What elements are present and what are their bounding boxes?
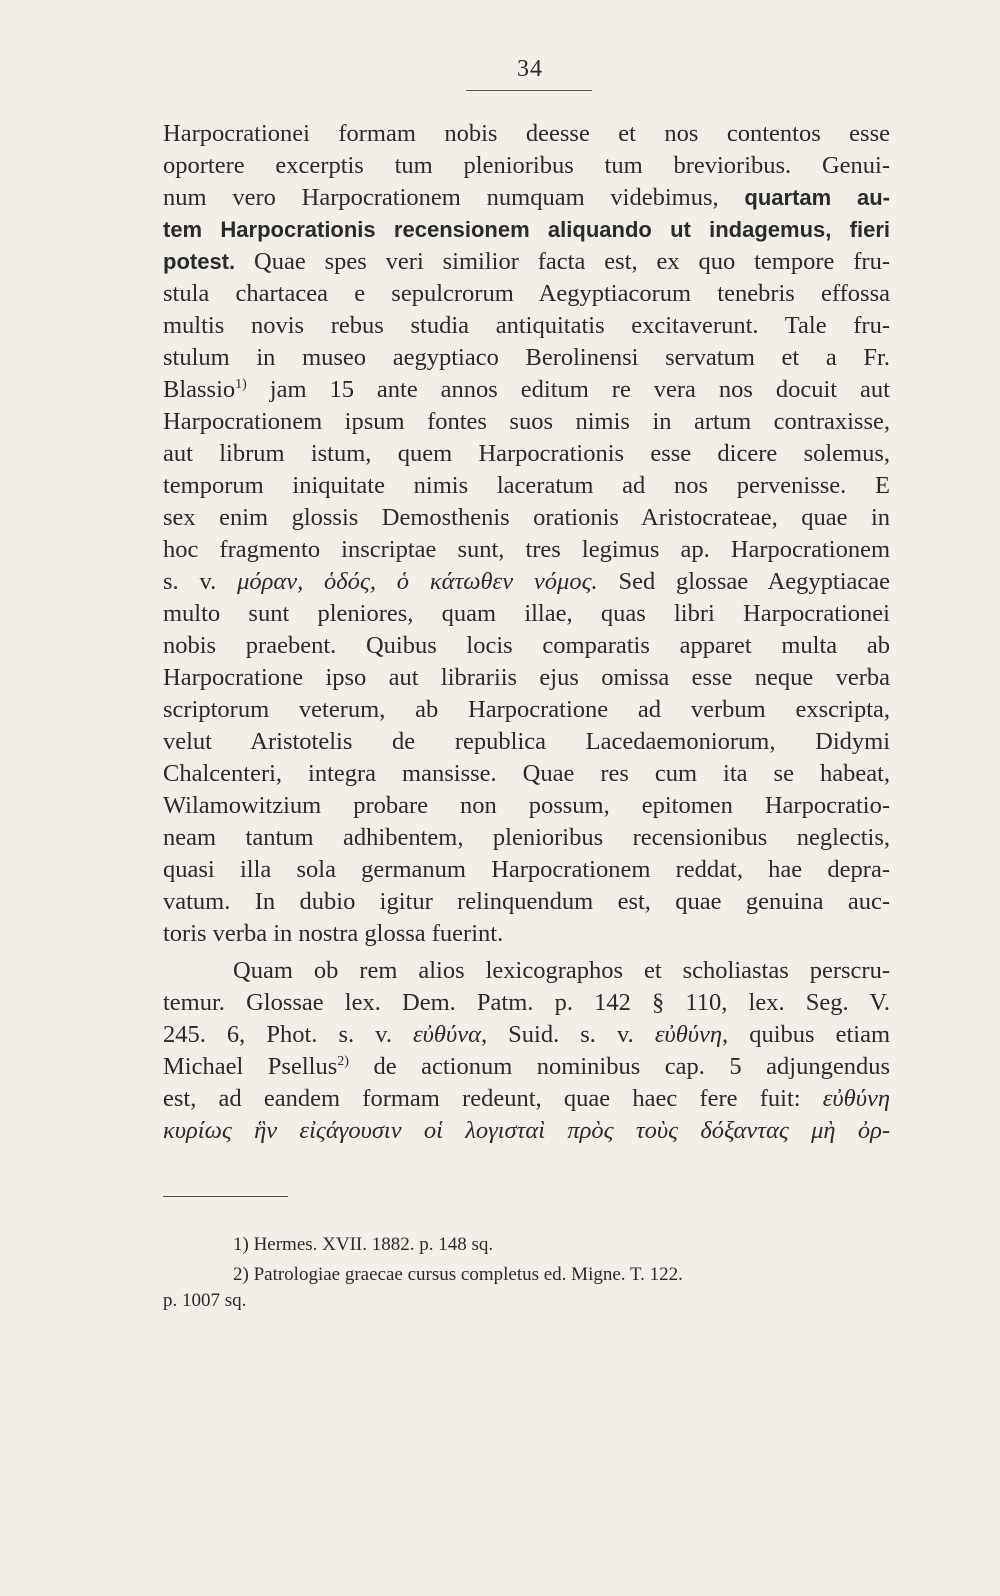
footnote: 2) Patrologiae graecae cursus completus ed. Migne. T. 122.: [233, 1264, 683, 1285]
greek-text: μόραν, ὁδός, ὁ κάτωθεν νόμος.: [237, 568, 598, 595]
text-line: temporum iniquitate nimis laceratum ad nos pervenisse. E: [163, 472, 890, 499]
emphasis-line: tem Harpocrationis recensionem aliquando ut indagemus, fieri: [163, 217, 890, 242]
text-span: Quae spes veri similior facta est, ex quo tempore fru-: [254, 248, 890, 275]
text-line: [163, 1019, 890, 1051]
greek-line: κυρίως ἣν εἰςάγουσιν οἱ λογισταὶ πρὸς τοὺς δόξαντας μὴ ὀρ-: [163, 1117, 890, 1144]
text-line: Harpocratione ipso aut librariis ejus omissa esse neque verba: [163, 664, 890, 691]
text-line: scriptorum veterum, ab Harpocratione ad verbum exscripta,: [163, 696, 890, 723]
text-line: [163, 182, 890, 214]
text-span: est, ad eandem formam redeunt, quae haec fere fuit:: [163, 1085, 801, 1112]
footnote: 1) Hermes. XVII. 1882. p. 148 sq.: [233, 1234, 494, 1255]
emphasis-text: potest.: [163, 249, 236, 274]
greek-text: εὐθύνη: [822, 1085, 890, 1112]
text-span: num vero Harpocrationem numquam videbimus,: [163, 184, 719, 211]
text-line: aut librum istum, quem Harpocrationis esse dicere solemus,: [163, 440, 890, 467]
text-span: jam 15 ante annos editum re vera nos docuit aut: [269, 376, 890, 403]
text-line: temur. Glossae lex. Dem. Patm. p. 142 § 110, lex. Seg. V.: [163, 989, 890, 1016]
text-line: multo sunt pleniores, quam illae, quas libri Harpocrationei: [163, 600, 890, 627]
text-line: toris verba in nostra glossa fuerint.: [163, 920, 504, 947]
greek-text: εὐθύνα,: [413, 1021, 488, 1048]
text-line: Harpocrationei formam nobis deesse et nos contentos esse: [163, 120, 890, 147]
emphasis-text: quartam au-: [744, 185, 890, 210]
text-line: vatum. In dubio igitur relinquendum est, quae genuina auc-: [163, 888, 890, 915]
text-line: neam tantum adhibentem, plenioribus recensionibus neglectis,: [163, 824, 890, 851]
footnote-ref: 2): [337, 1053, 349, 1069]
footnote-ref: 1): [235, 376, 247, 392]
text-line: [163, 374, 890, 406]
text-span: 245. 6, Phot. s. v.: [163, 1021, 392, 1048]
text-line: Wilamowitzium probare non possum, epitomen Harpocratio-: [163, 792, 890, 819]
page-number-rule: [466, 90, 592, 91]
footnote-rule: [163, 1196, 288, 1197]
text-line: [163, 246, 890, 278]
text-span: Blassio: [163, 376, 236, 403]
text-line: stulum in museo aegyptiaco Berolinensi servatum et a Fr.: [163, 344, 890, 371]
text-line: multis novis rebus studia antiquitatis excitaverunt. Tale fru-: [163, 312, 890, 339]
text-line: nobis praebent. Quibus locis comparatis apparet multa ab: [163, 632, 890, 659]
text-span: Michael Psellus: [163, 1053, 338, 1080]
text-line: [163, 1083, 890, 1115]
text-span: de actionum nominibus cap. 5 adjungendus: [373, 1053, 890, 1080]
text-span: Suid. s. v.: [508, 1021, 634, 1048]
footnote: p. 1007 sq.: [163, 1290, 247, 1311]
text-line: quasi illa sola germanum Harpocrationem reddat, hae depra-: [163, 856, 890, 883]
text-span: quibus etiam: [749, 1021, 890, 1048]
text-line: Quam ob rem alios lexicographos et scholiastas perscru-: [233, 957, 890, 984]
text-line: oportere excerptis tum plenioribus tum brevioribus. Genui-: [163, 152, 890, 179]
page-number: 34: [517, 56, 543, 82]
text-span: s. v.: [163, 568, 217, 595]
greek-text: εὐθύνη,: [654, 1021, 729, 1048]
text-line: hoc fragmento inscriptae sunt, tres legimus ap. Harpocrationem: [163, 536, 890, 563]
text-line: [163, 566, 890, 598]
text-span: Sed glossae Aegyptiacae: [618, 568, 890, 595]
text-line: Chalcenteri, integra mansisse. Quae res cum ita se habeat,: [163, 760, 890, 787]
text-line: sex enim glossis Demosthenis orationis Aristocrateae, quae in: [163, 504, 890, 531]
text-line: velut Aristotelis de republica Lacedaemoniorum, Didymi: [163, 728, 890, 755]
text-line: Harpocrationem ipsum fontes suos nimis in artum contraxisse,: [163, 408, 890, 435]
text-line: [163, 1051, 890, 1083]
text-line: stula chartacea e sepulcrorum Aegyptiacorum tenebris effossa: [163, 280, 890, 307]
